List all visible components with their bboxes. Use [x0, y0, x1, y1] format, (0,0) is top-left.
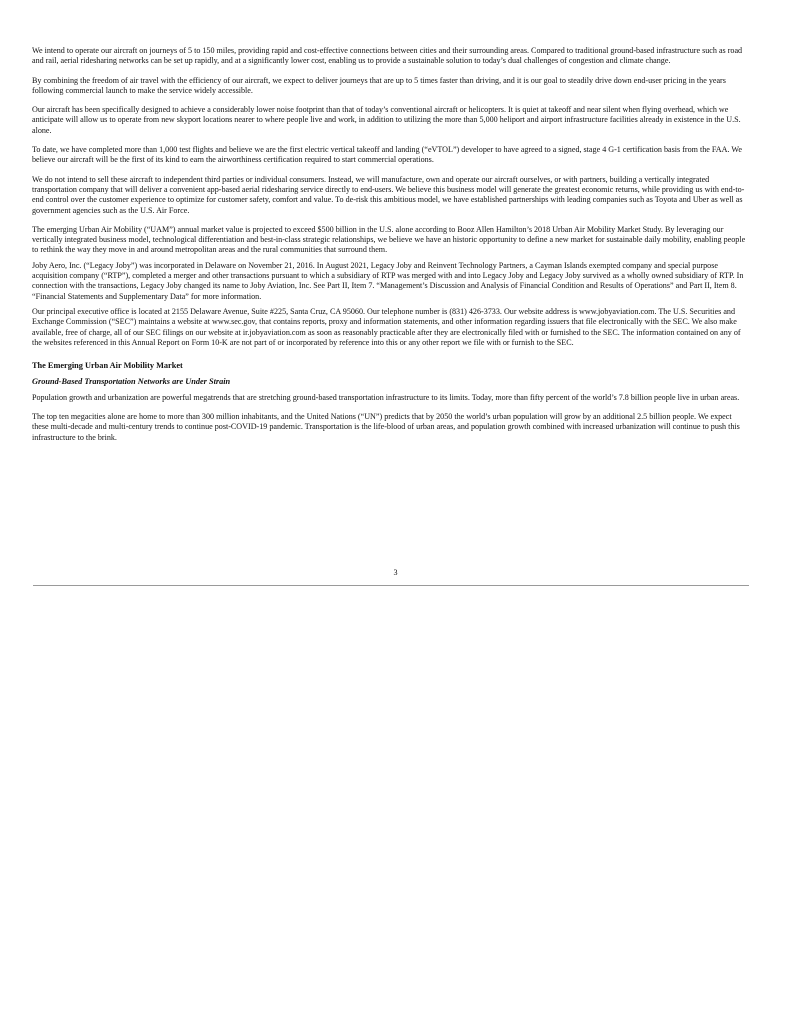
paragraph-test-flights: To date, we have completed more than 1,000 test flights and believe we are the first electric vertical takeoff and landing (“eVTOL”) developer to have agreed to a signed, stage 4 G-1 certification basis from the FAA. We believe our aircraft will be the first of its kind to earn the airworthiness certification required to start commercial operations. — [32, 145, 742, 165]
subsection-heading: Ground-Based Transportation Networks are Under Strain — [32, 377, 231, 387]
document-page — [32, 46, 750, 452]
paragraph-contact-info: Our principal executive office is located at 2155 Delaware Avenue, Suite #225, Santa Cruz, CA 95060. Our telephone number is (831) 426-3733. Our website address is www.jobyaviation.com. The U.S. Securities and Exchange Commission (“SEC”) maintains a website at www.sec.gov, that contains reports, proxy and information statements, and other information regarding issuers that file electronically with the SEC. We also make available, free of charge, all of our SEC filings on our website at ir.jobyaviation.com as soon as reasonably practicable after they are electronically filed with or furnished to the SEC. The information contained on any of the websites referenced in this Annual Report on Form 10-K are not part of or incorporated by reference into this or any other report we file with or furnish to the SEC. — [32, 306, 741, 347]
paragraph-service-range: We intend to operate our aircraft on journeys of 5 to 150 miles, providing rapid and cost-effective connections between cities and their surrounding areas. Compared to traditional ground-based infrastructure such as road and rail, aerial ridesharing networks can be set up rapidly, and at a significantly lower cost, enabling us to provide a sustainable solution to today’s dual challenges of congestion and climate change. — [32, 46, 743, 66]
paragraph-noise-footprint: Our aircraft has been specifically designed to achieve a considerably lower noise footprint than that of today’s conventional aircraft or helicopters. It is quiet at takeoff and near silent when flying overhead, which we anticipate will allow us to operate from new skyport locations nearer to where people live and work, in addition to utilizing the more than 5,000 heliport and airport infrastructure facilities already in existence in the U.S. alone. — [32, 105, 741, 135]
paragraph-market-value: The emerging Urban Air Mobility (“UAM”) annual market value is projected to exceed $500 billion in the U.S. alone according to Booz Allen Hamilton’s 2018 Urban Air Mobility Market Study. By leveraging our vertically integrated business model, technological differentiation and best-in-class strategic relationships, we believe we have an historic opportunity to define a new market for sustainable daily mobility, enabling people to rethink the way they move in and around metropolitan areas and the rural communities that surround them. — [32, 224, 746, 255]
paragraph-business-model: We do not intend to sell these aircraft to independent third parties or individual consumers. Instead, we will manufacture, own and operate our aircraft ourselves, or with partners, building a vertically integrated transportation company that will deliver a convenient app-based aerial ridesharing service directly to end-users. We believe this business model will generate the greatest economic returns, while providing us with end-to-end control over the customer experience to optimize for customer safety, comfort and value. To de-risk this ambitious model, we have established partnerships with leading companies such as Toyota and Uber as well as government agencies such as the U.S. Air Force. — [32, 174, 745, 215]
section-heading: The Emerging Urban Air Mobility Market — [32, 361, 183, 371]
page-number: 3 — [393, 568, 398, 577]
page-divider — [33, 585, 749, 586]
paragraph-megacities: The top ten megacities alone are home to more than 300 million inhabitants, and the United Nations (“UN”) predicts that by 2050 the world’s urban population will grow by an additional 2.5 billion people. We expect these multi-decade and multi-century trends to continue post-COVID-19 pandemic. Transportation is the life-blood of urban areas, and population growth combined with increased urbanization will continue to push this infrastructure to the brink. — [32, 412, 740, 442]
paragraph-speed-pricing: By combining the freedom of air travel with the efficiency of our aircraft, we expect to deliver journeys that are up to 5 times faster than driving, and it is our goal to steadily drive down end-user pricing in the years following commercial launch to make the service widely accessible. — [32, 75, 726, 95]
paragraph-corporate-history: Joby Aero, Inc. (“Legacy Joby”) was incorporated in Delaware on November 21, 2016. In August 2021, Legacy Joby and Reinvent Technology Partners, a Cayman Islands exempted company and special purpose acquisition company (“RTP”), completed a merger and other transactions pursuant to which a subsidiary of RTP was merged with and into Legacy Joby and Legacy Joby survived as a wholly owned subsidiary of RTP. In connection with the transactions, Legacy Joby changed its name to Joby Aviation, Inc. See Part II, Item 7. “Management’s Discussion and Analysis of Financial Condition and Results of Operations” and Part II, Item 8. “Financial Statements and Supplementary Data” for more information. — [32, 260, 744, 301]
paragraph-urbanization: Population growth and urbanization are powerful megatrends that are stretching ground-based transportation infrastructure to its limits. Today, more than fifty percent of the world’s 7.8 billion people live in urban areas. — [32, 392, 740, 402]
